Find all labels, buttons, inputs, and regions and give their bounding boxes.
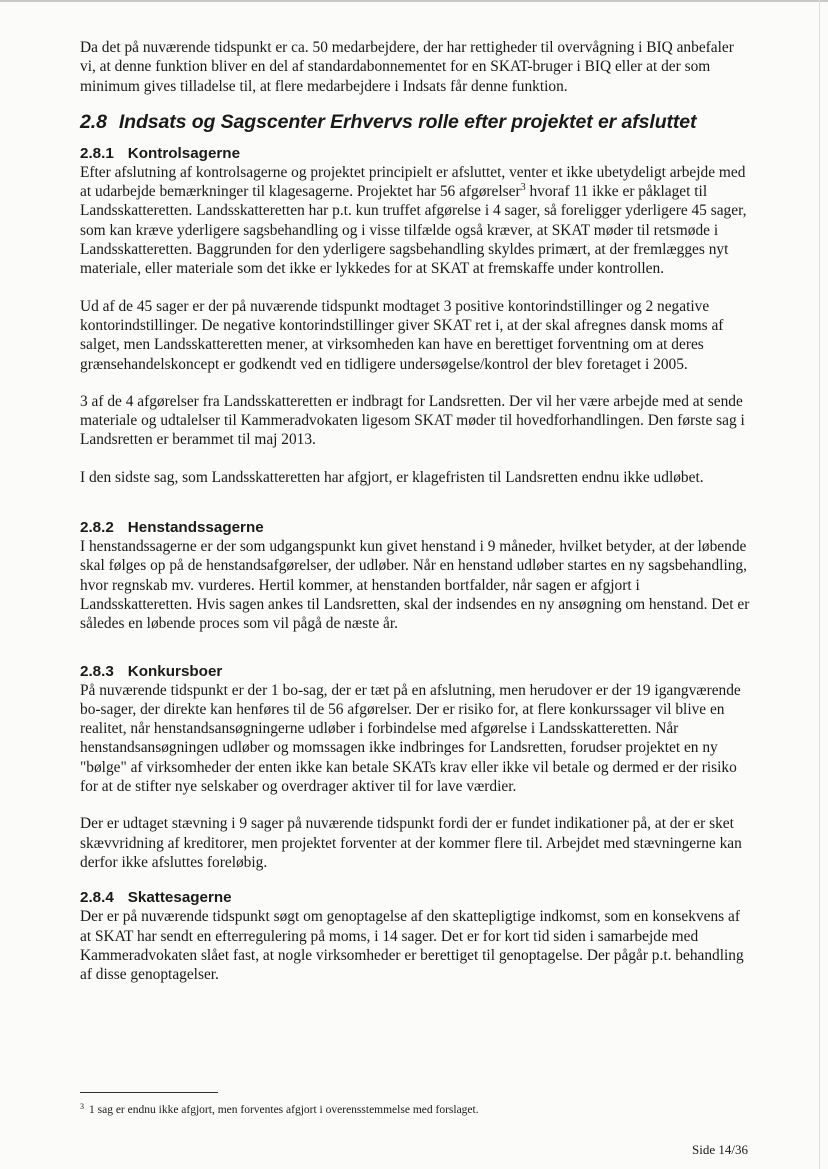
subsection-title: Konkursboer (127, 662, 223, 680)
footnote (80, 1100, 752, 1117)
page-number: Side 14/36 (692, 1142, 748, 1157)
paragraph-text: Efter afslutning af kontrolsagerne og projektet principielt er afsluttet, venter et ikke ubetydeligt arbejde med at udarbejde bemærkninger til klagesagerne. Projektet har 56 afgørelser (80, 163, 746, 201)
subsection-heading (80, 888, 752, 907)
paragraph: Der er udtaget stævning i 9 sager på nuværende tidspunkt fordi der er fundet indikationer på, at der er sket skævvridning af kreditorer, men projektet forventer at der kommer flere til. Arbejdet med stævningerne kan derfor ikke afsluttes foreløbig. (80, 815, 742, 871)
footnote-reference: 3 (520, 182, 526, 194)
section-number: 2.8 (80, 110, 107, 133)
section-title: Indsats og Sagscenter Erhvervs rolle efter projektet er afsluttet (118, 110, 697, 133)
subsection-title: Henstandssagerne (127, 519, 264, 537)
subsection-henstandssagerne (80, 518, 752, 633)
paragraph-text: hvoraf 11 ikke er påklaget til Landsskatteretten. Landsskatteretten har p.t. kun truffet afgørelse i 4 sager, så foreligger yderligere 45 sager, som kan kræve yderligere sagsbehandling og i visse tilfælde også kræver, at SKAT møder til retsmøde i Landsskatteretten. Baggrunden for den yderligere sagsbehandling skyldes primært, at der fremlægges nyt materiale, eller materiale som det ikke er lykkedes for at SKAT at fremskaffe under kontrollen. (80, 183, 747, 278)
paragraph: På nuværende tidspunkt er der 1 bo-sag, der er tæt på en afslutning, men herudover er der 19 igangværende bo-sager, der direkte kan henføres til de 56 afgørelser. Der er risiko for, at flere konkurssager vil blive en realitet, når henstandsansøgningerne udløber i forbindelse med afgørelse i Landsskatteretten. Når henstandsansøgningen udløber og momssagen ikke indbringes for Landsretten, forudser projektet en ny "bølge" af virksomheder der enten ikke kan betale SKATs krav eller ikke vil betale og dermed er der risiko for at de stifter nye selskaber og overdrager aktiver til for lave værdier. (80, 681, 741, 796)
subsection-kontrolsagerne (80, 144, 752, 487)
subsection-heading (80, 662, 752, 681)
footnote-marker: 3 (80, 1102, 84, 1111)
subsection-number: 2.8.1 (80, 144, 114, 162)
paragraph: I henstandssagerne er der som udgangspunkt kun givet henstand i 9 måneder, hvilket betyder, at der løbende skal følges op på de henstandsafgørelser, der udløber. Når en henstand udløber startes en ny sagsbehandling, hvor regnskab mv. vurderes. Hertil kommer, at henstanden bortfalder, når sagen er afgjort i Landsskatteretten. Hvis sagen ankes til Landsretten, skal der indsendes en ny ansøgning om henstand. Det er således en løbende proces som vil pågå de næste år. (80, 538, 750, 633)
paragraph: Ud af de 45 sager er der på nuværende tidspunkt modtaget 3 positive kontorindstillinger og 2 negative kontorindstillinger. De negative kontorindstillinger giver SKAT ret i, at der skal afregnes dansk moms af salget, men Landsskatteretten mener, at virksomheden kan have en berettiget forventning om at deres grænsehandelskoncept er godkendt ved en tidligere undersøgelse/kontrol der blev foretaget i 2005. (80, 297, 724, 373)
paragraph: Der er på nuværende tidspunkt søgt om genoptagelse af den skattepligtige indkomst, som en konsekvens af at SKAT har sendt en efterregulering på moms, i 14 sager. Det er for kort tid siden i samarbejde med Kammeradvokaten slået fast, at nogle virksomheder er berettiget til genoptagelse. Der pågår p.t. behandling af disse genoptagelser. (80, 908, 744, 984)
subsection-konkursboer (80, 662, 752, 873)
paragraph: I den sidste sag, som Landsskatteretten har afgjort, er klagefristen til Landsretten endnu ikke udløbet. (80, 468, 704, 486)
scan-top-edge (0, 0, 828, 2)
subsection-skattesagerne (80, 888, 752, 984)
subsection-number: 2.8.4 (80, 889, 114, 907)
subsection-title: Kontrolsagerne (127, 144, 241, 162)
section-heading (80, 110, 752, 134)
footnote-separator (80, 1092, 218, 1093)
paragraph: 3 af de 4 afgørelser fra Landsskatteretten er indbragt for Landsretten. Der vil her være arbejde med at sende materiale og udtalelser til Kammeradvokaten ligesom SKAT møder til hovedforhandlingen. Den første sag i Landsretten er berammet til maj 2013. (80, 392, 745, 449)
subsection-number: 2.8.2 (80, 519, 114, 537)
subsection-number: 2.8.3 (80, 662, 114, 680)
page-body (80, 38, 752, 984)
footnote-text: 1 sag er endnu ikke afgjort, men forventes afgjort i overensstemmelse med forslaget. (89, 1104, 479, 1116)
subsection-title: Skattesagerne (127, 889, 232, 907)
paragraph (80, 163, 752, 279)
subsection-heading (80, 144, 752, 163)
intro-paragraph: Da det på nuværende tidspunkt er ca. 50 medarbejdere, der har rettigheder til overvågning i BIQ anbefaler vi, at denne funktion bliver en del af standardabonnementet for en SKAT-bruger i BIQ eller at der som minimum gives tilladelse til, at flere medarbejdere i Indsats får denne funktion. (80, 39, 734, 95)
scan-right-edge (819, 0, 820, 1169)
subsection-heading (80, 518, 752, 537)
